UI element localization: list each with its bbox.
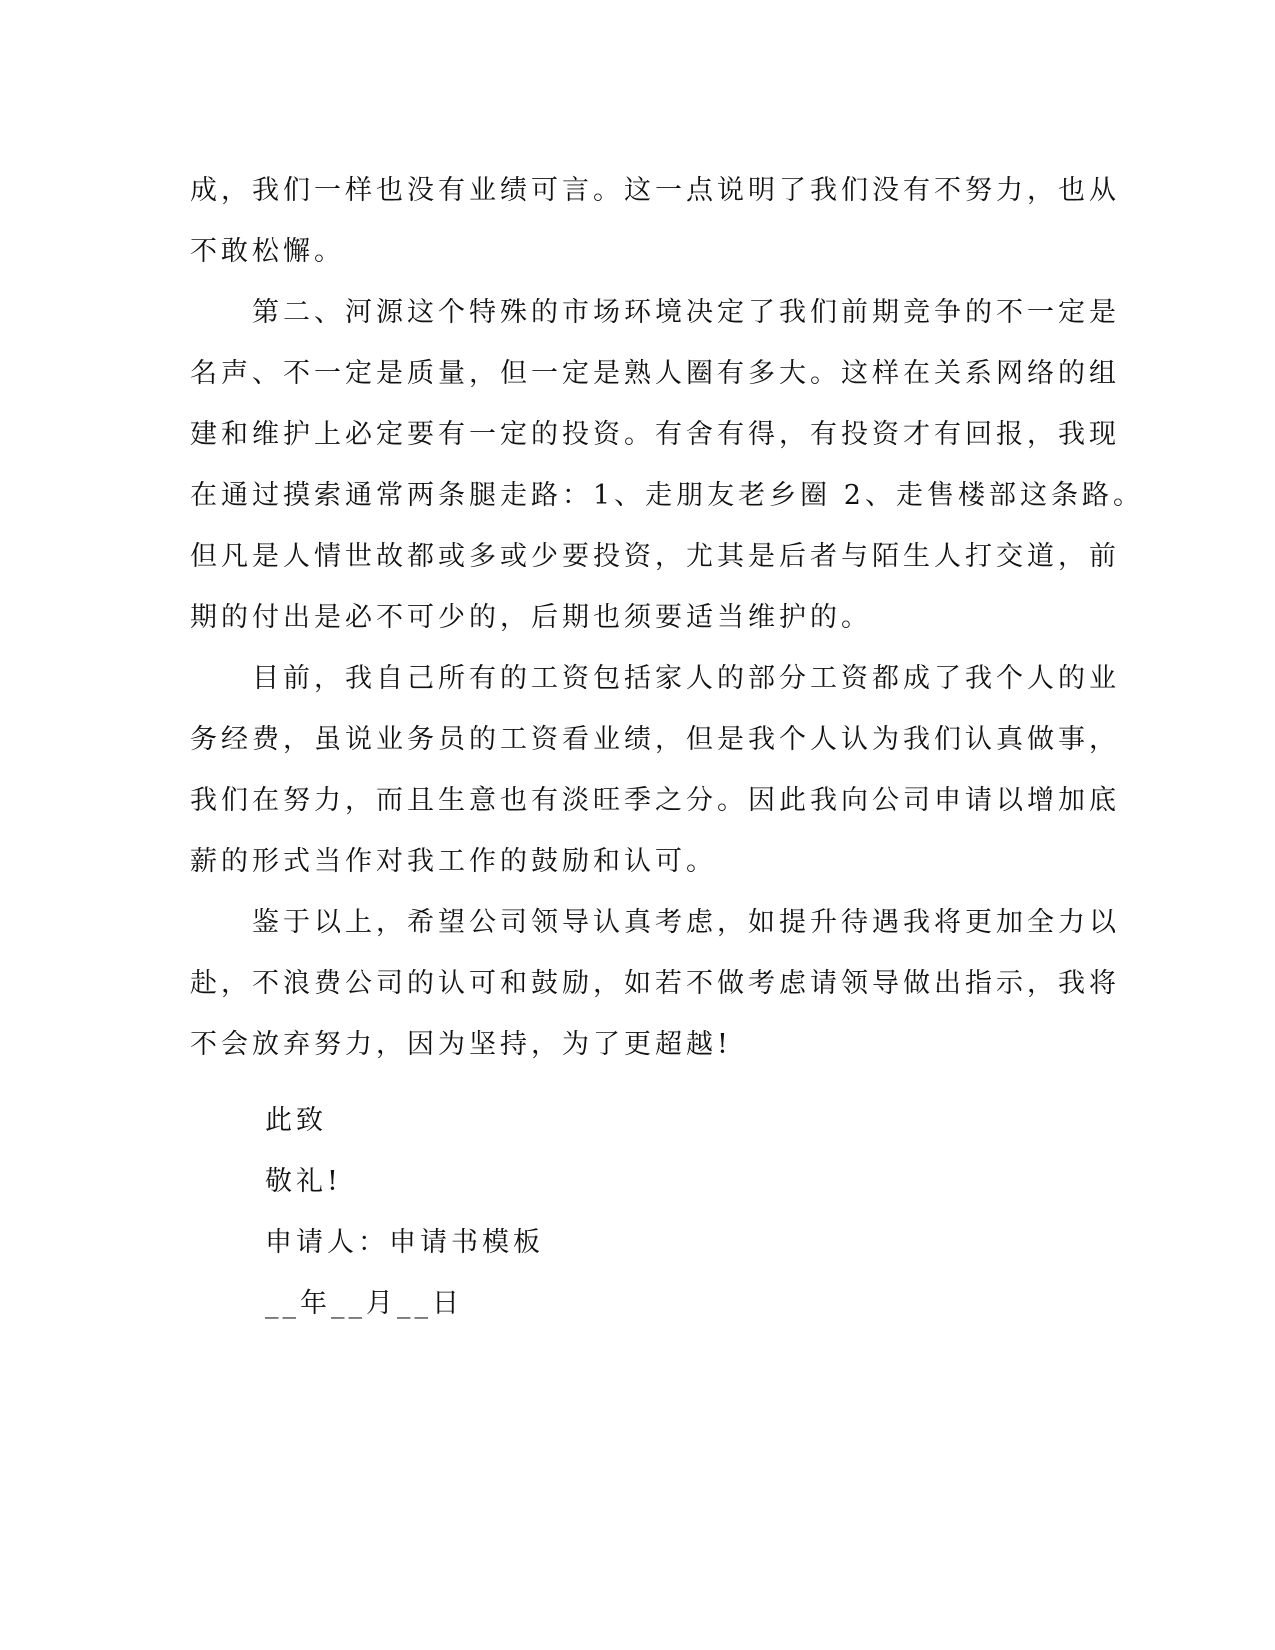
text-line: 期的付出是必不可少的，后期也须要适当维护的。 [190,602,872,633]
regards: 敬礼! [265,1166,342,1197]
text-line: 名声、不一定是质量，但一定是熟人圈有多大。这样在关系网络的组 [190,358,1120,389]
text-line: 我们在努力，而且生意也有淡旺季之分。因此我向公司申请以增加底 [190,785,1120,816]
text-line: 成，我们一样也没有业绩可言。这一点说明了我们没有不努力，也从 [190,175,1120,206]
text-line: 第二、河源这个特殊的市场环境决定了我们前期竞争的不一定是 [190,297,1120,328]
text-line: 但凡是人情世故都或多或少要投资，尤其是后者与陌生人打交道，前 [190,541,1120,572]
text-line: 不敢松懈。 [190,236,345,267]
letter-closing [265,1090,865,1334]
text-line: 在通过摸索通常两条腿走路：1、走朋友老乡圈 2、走售楼部这条路。 [190,480,1144,511]
text-line: 目前，我自己所有的工资包括家人的部分工资都成了我个人的业 [190,663,1120,694]
document-body [190,160,1144,1075]
text-line: 建和维护上必定要有一定的投资。有舍有得，有投资才有回报，我现 [190,419,1120,450]
text-line: 务经费，虽说业务员的工资看业绩，但是我个人认为我们认真做事， [190,724,1120,755]
date-line: __年__月__日 [265,1288,463,1319]
salutation: 此致 [265,1105,327,1136]
text-line: 赴，不浪费公司的认可和鼓励，如若不做考虑请领导做出指示，我将 [190,968,1120,999]
text-line: 不会放弃努力，因为坚持，为了更超越! [190,1029,732,1060]
applicant-signature: 申请人：申请书模板 [265,1227,544,1258]
text-line: 薪的形式当作对我工作的鼓励和认可。 [190,846,717,877]
text-line: 鉴于以上，希望公司领导认真考虑，如提升待遇我将更加全力以 [190,907,1120,938]
